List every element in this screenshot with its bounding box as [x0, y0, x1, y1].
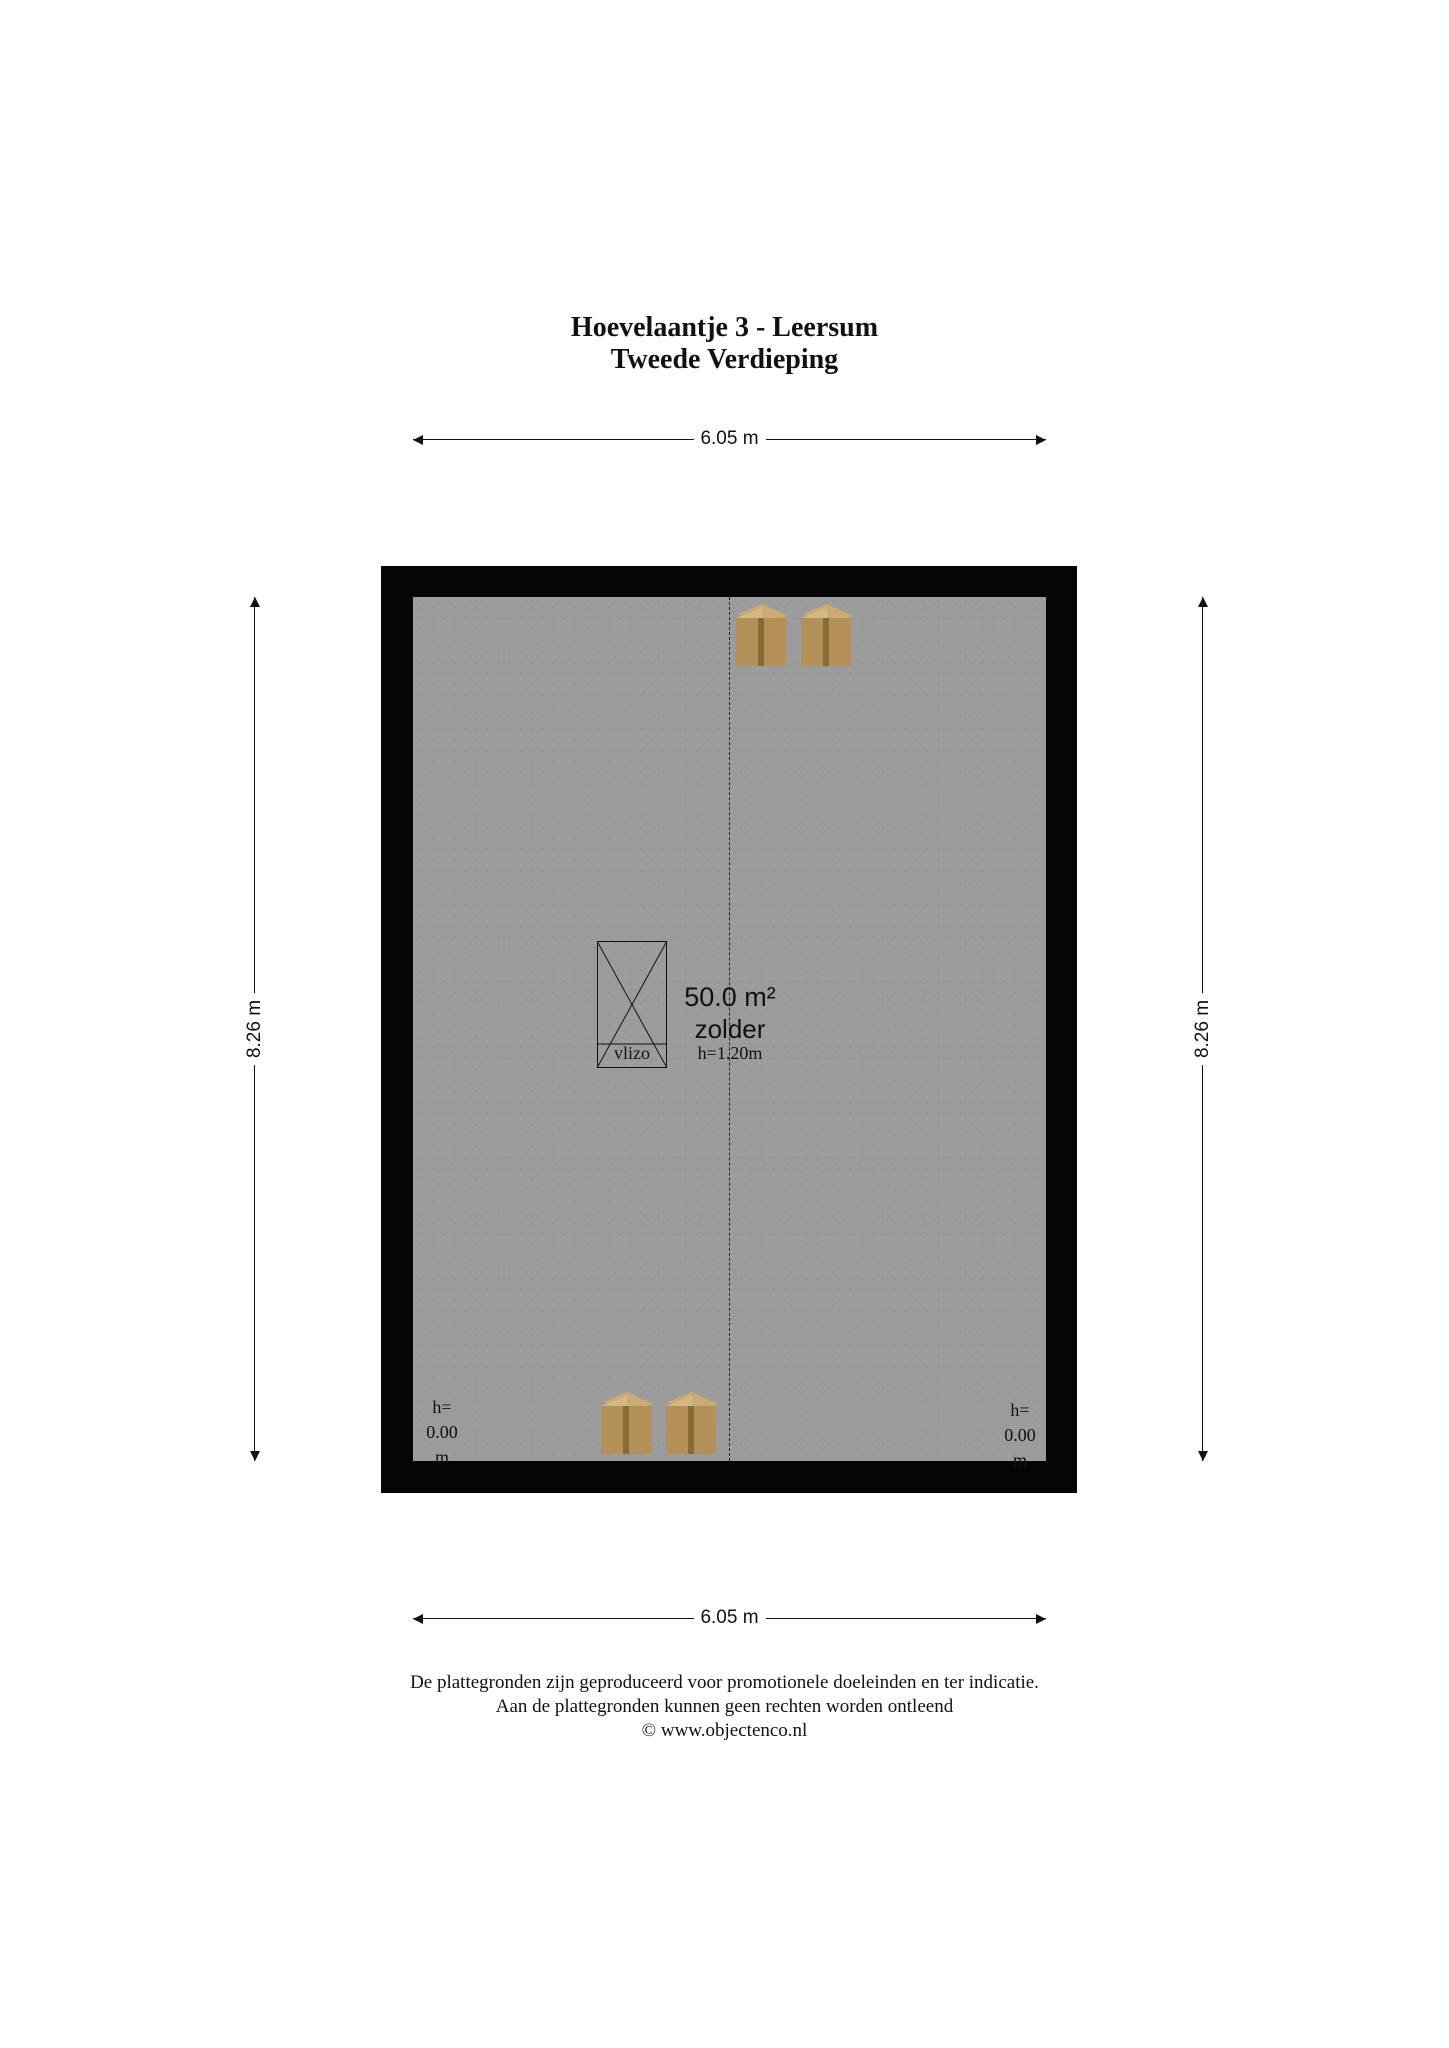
left-height-label: 8.26 m [244, 993, 266, 1065]
top-width-dimension [413, 430, 1046, 450]
right-height-dimension [1193, 597, 1213, 1461]
copyright-line: © www.objectenco.nl [641, 1720, 808, 1741]
arrow-left-icon [413, 1614, 423, 1624]
floor-subtitle: Tweede Verdieping [610, 344, 839, 375]
storage-box-icon [662, 1388, 724, 1458]
room-area: 50.0 m² [684, 982, 776, 1012]
corner-height-right-line2: 0.00 [1004, 1425, 1036, 1445]
arrow-down-icon [250, 1451, 260, 1461]
corner-height-left-line3: m [434, 1447, 449, 1467]
right-height-label: 8.26 m [1192, 993, 1214, 1065]
corner-height-left [412, 1395, 472, 1470]
arrow-down-icon [1198, 1451, 1208, 1461]
storage-box-icon [797, 600, 859, 670]
room-name: zolder [694, 1014, 766, 1044]
room-height: h=1.20m [697, 1043, 763, 1063]
corner-height-right-line3: m [1012, 1450, 1027, 1470]
plan-title: Hoevelaantje 3 - Leersum [570, 312, 879, 343]
disclaimer-line-1: De plattegronden zijn geproduceerd voor promotionele doeleinden en ter indicatie. [410, 1672, 1039, 1693]
arrow-up-icon [1198, 597, 1208, 607]
arrow-right-icon [1036, 1614, 1046, 1624]
top-width-label: 6.05 m [693, 428, 765, 450]
corner-height-left-line2: 0.00 [426, 1422, 458, 1442]
arrow-up-icon [250, 597, 260, 607]
bottom-width-label: 6.05 m [693, 1607, 765, 1629]
arrow-right-icon [1036, 435, 1046, 445]
storage-box-icon [732, 600, 794, 670]
corner-height-right-line1: h= [1010, 1400, 1030, 1420]
bottom-width-dimension [413, 1609, 1046, 1629]
disclaimer-line-2: Aan de plattegronden kunnen geen rechten worden ontleend [495, 1696, 954, 1717]
hatch-label: vlizo [614, 1043, 650, 1063]
corner-height-left-line1: h= [432, 1397, 452, 1417]
arrow-left-icon [413, 435, 423, 445]
left-height-dimension [245, 597, 265, 1461]
storage-box-icon [597, 1388, 659, 1458]
corner-height-right [990, 1398, 1050, 1473]
